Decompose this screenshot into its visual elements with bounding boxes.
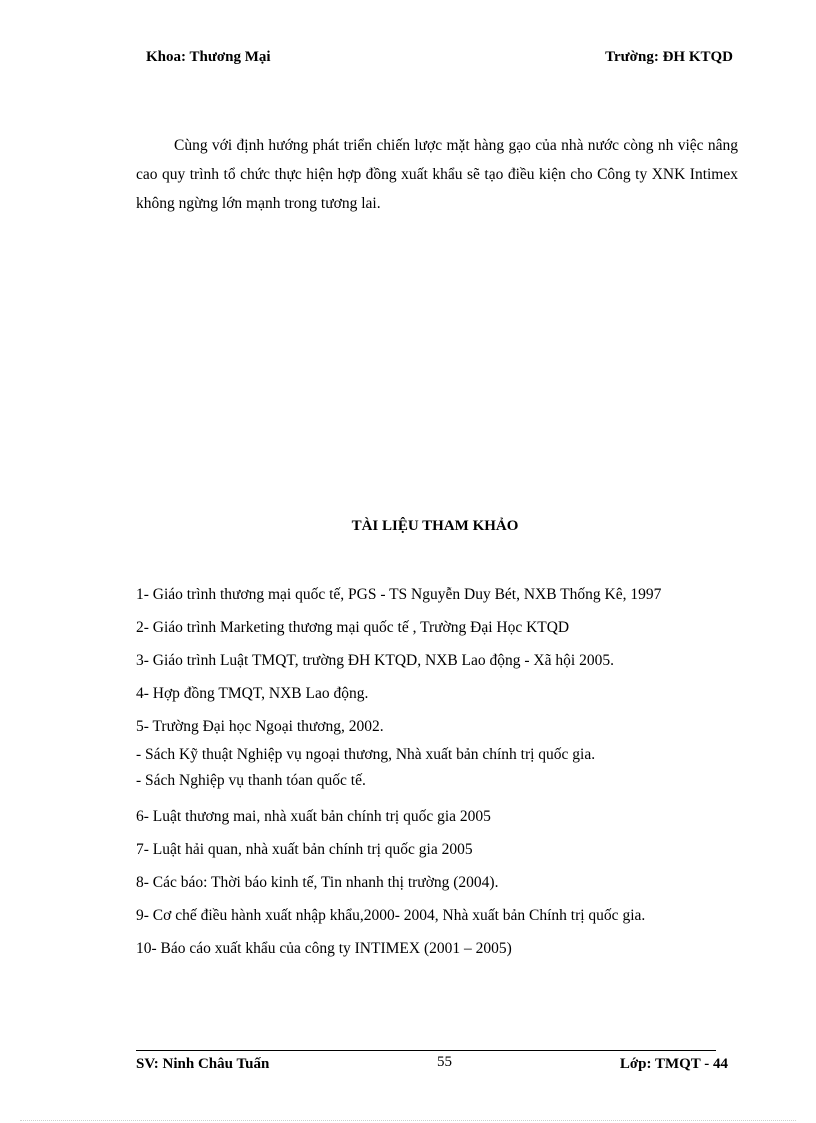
reference-item: 6- Luật thương mai, nhà xuất bản chính trị quốc gia 2005 bbox=[136, 808, 491, 825]
references-title: TÀI LIỆU THAM KHẢO bbox=[351, 518, 519, 534]
paragraph-text: Cùng với định hướng phát triển chiến lược mặt hàng gạo của nhà nước còng nh việc nâng cao quy trình tổ chức thực hiện hợp đồng xuất khẩu sẽ tạo điều kiện cho Công ty XNK Intimex không ngừng lớn mạnh trong tương lai. bbox=[136, 137, 738, 212]
header-faculty: Khoa: Thương Mại bbox=[146, 49, 271, 65]
reference-item: - Sách Nghiệp vụ thanh tóan quốc tế. bbox=[136, 772, 366, 789]
reference-item: 3- Giáo trình Luật TMQT, trường ĐH KTQD, NXB Lao động - Xã hội 2005. bbox=[136, 652, 614, 669]
page-bottom-border bbox=[20, 1120, 796, 1121]
reference-item: 4- Hợp đồng TMQT, NXB Lao động. bbox=[136, 685, 369, 702]
reference-item: 7- Luật hải quan, nhà xuất bản chính trị quốc gia 2005 bbox=[136, 841, 473, 858]
reference-item: 9- Cơ chế điều hành xuất nhập khẩu,2000- 2004, Nhà xuất bản Chính trị quốc gia. bbox=[136, 907, 646, 924]
reference-item: 2- Giáo trình Marketing thương mại quốc tế , Trường Đại Học KTQD bbox=[136, 619, 570, 636]
page-number: 55 bbox=[437, 1054, 452, 1070]
reference-item: 5- Trường Đại học Ngoại thương, 2002. bbox=[136, 718, 384, 735]
footer-class: Lớp: TMQT - 44 bbox=[619, 1056, 728, 1072]
footer-divider bbox=[136, 1050, 716, 1051]
references-list bbox=[136, 580, 740, 963]
footer-student: SV: Ninh Châu Tuấn bbox=[136, 1056, 270, 1072]
header-university: Trường: ĐH KTQD bbox=[605, 49, 733, 65]
reference-item: 1- Giáo trình thương mại quốc tế, PGS - TS Nguyễn Duy Bét, NXB Thống Kê, 1997 bbox=[136, 586, 662, 603]
closing-paragraph bbox=[136, 131, 738, 218]
reference-item: 10- Báo cáo xuất khẩu của công ty INTIMEX (2001 – 2005) bbox=[136, 940, 512, 957]
reference-item: 8- Các báo: Thời báo kinh tế, Tin nhanh thị trường (2004). bbox=[136, 874, 499, 891]
reference-item: - Sách Kỹ thuật Nghiệp vụ ngoại thương, Nhà xuất bản chính trị quốc gia. bbox=[136, 746, 596, 763]
